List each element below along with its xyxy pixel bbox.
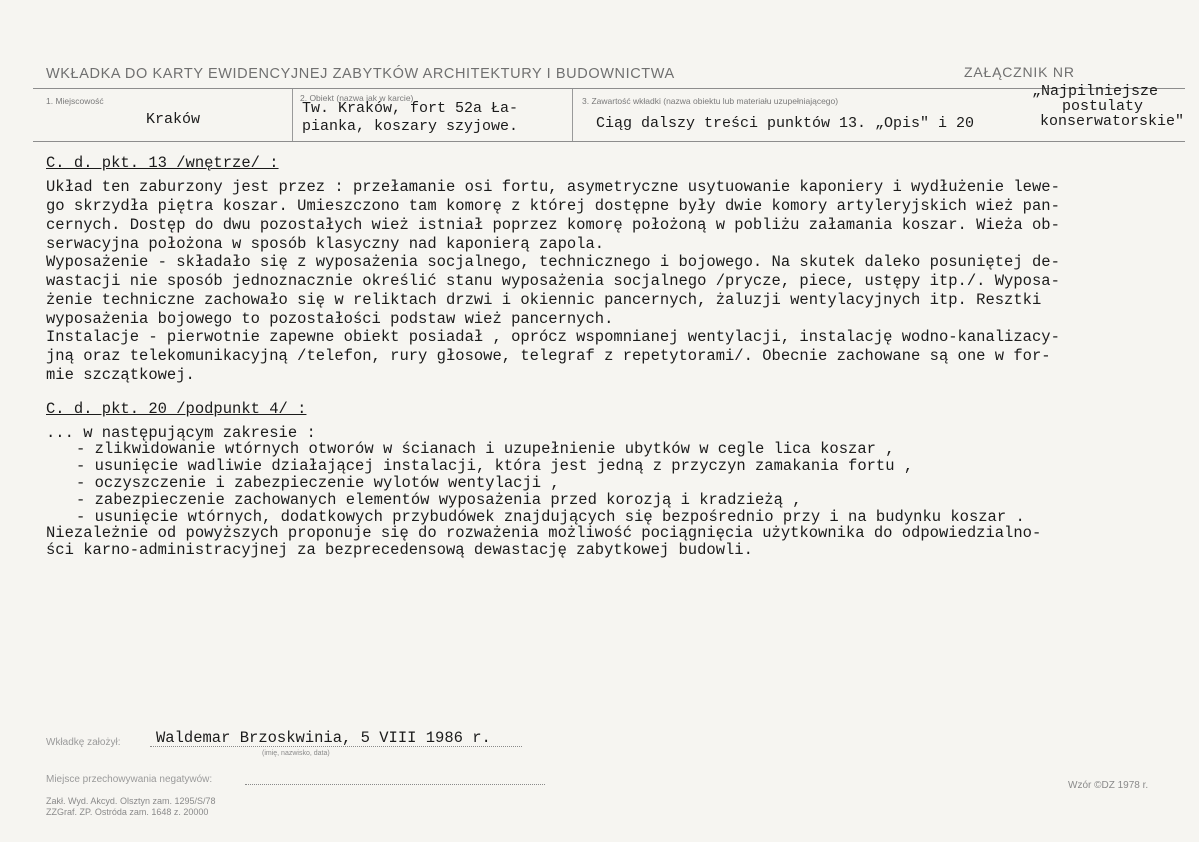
field2-line-1: Tw. Kraków, fort 52a Ła- [302, 100, 519, 117]
field1-value: Kraków [146, 111, 201, 128]
prepared-dotted-line [150, 746, 522, 747]
field3-right-line-3: konserwatorskie" [1040, 113, 1185, 130]
prepared-caption: (imię, nazwisko, data) [262, 750, 330, 757]
field3-label: 3. Zawartość wkładki (nazwa obiektu lub materiału uzupełniającego) [582, 96, 839, 106]
para1-line-3: cernych. Dostęp do dwu pozostałych wież istniał poprzez komorę położoną w pobliżu załamania koszar. Wieża ob- [46, 216, 1060, 234]
para4-line-1: Niezależnie od powyższych proponuje się do rozważenia możliwość pociągnięcia użytkownika do odpowiedzialno- [46, 524, 1042, 542]
storage-dotted-line [245, 784, 545, 785]
field3-right-line-1: „Najpilniejsze [1032, 83, 1159, 100]
para3-line-1: Instalacje - pierwotnie zapewne obiekt posiadał , oprócz wspomnianej wentylacji, instalację wodno-kanalizacy- [46, 328, 1060, 346]
para2-line-4: wyposażenia bojowego to pozostałości podstaw wież pancernych. [46, 310, 614, 328]
para2-line-3: żenie techniczne zachowało się w reliktach drzwi i okiennic pancernych, żaluzji wentylacyjnych itp. Resztki [46, 291, 1042, 309]
printer-line-1: Zakł. Wyd. Akcyd. Olsztyn zam. 1295/S/78 [46, 796, 216, 806]
storage-label: Miejsce przechowywania negatywów: [46, 774, 213, 785]
field-divider-2 [572, 89, 573, 141]
header-rule [33, 88, 1185, 89]
list-item-3: - oczyszczenie i zabezpieczenie wylotów wentylacji , [76, 474, 560, 492]
prepared-value: Waldemar Brzoskwinia, 5 VIII 1986 r. [156, 729, 491, 747]
heading-pkt-13: C. d. pkt. 13 /wnętrze/ : [46, 154, 279, 172]
card-title: WKŁADKA DO KARTY EWIDENCYJNEJ ZABYTKÓW ARCHITEKTURY I BUDOWNICTWA [46, 66, 675, 82]
list-item-5: - usunięcie wtórnych, dodatkowych przybudówek znajdujących się bezpośrednio przy i na budynku koszar . [76, 508, 1025, 526]
field2-line-2: pianka, koszary szyjowe. [302, 118, 519, 135]
heading-pkt-20: C. d. pkt. 20 /podpunkt 4/ : [46, 400, 307, 418]
para4-line-2: ści karno-administracyjnej za bezprecedensową dewastację zabytkowej budowli. [46, 541, 753, 559]
field-divider-1 [292, 89, 293, 141]
field1-label: 1. Miejscowość [46, 96, 104, 106]
para1-line-1: Układ ten zaburzony jest przez : przełamanie osi fortu, asymetryczne usytuowanie kaponiery i wydłużenie lewe- [46, 178, 1060, 196]
para2-line-1: Wyposażenie - składało się z wyposażenia socjalnego, technicznego i bojowego. Na skutek daleko posuniętej de- [46, 253, 1060, 271]
para1-line-2: go skrzydła piętra koszar. Umieszczono tam komorę z której dostępne były dwie komory artyleryjskich wież pan- [46, 197, 1060, 215]
printer-line-2: ZZGraf. ZP. Ostróda zam. 1648 z. 20000 [46, 807, 209, 817]
field3-right-line-2: postulaty [1062, 98, 1144, 115]
prepared-label: Wkładkę założył: [46, 737, 121, 748]
list-item-2: - usunięcie wadliwie działającej instalacji, która jest jedną z przyczyn zamakania fortu , [76, 457, 914, 475]
para2-line-2: wastacji nie sposób jednoznacznie określić stanu wyposażenia socjalnego /prycze, piece, ustępy itp./. Wyposa- [46, 272, 1060, 290]
list-item-1: - zlikwidowanie wtórnych otworów w ścianach i uzupełnienie ubytków w cegle lica koszar , [76, 440, 895, 458]
annex-label: ZAŁĄCZNIK NR [964, 64, 1075, 80]
para1-line-4: serwacyjna położona w sposób klasyczny nad kaponierą zapola. [46, 235, 605, 253]
field3-value: Ciąg dalszy treści punktów 13. „Opis" i 20 [596, 115, 975, 132]
list-item-4: - zabezpieczenie zachowanych elementów wyposażenia przed korozją i kradzieżą , [76, 491, 802, 509]
para3-line-2: jną oraz telekomunikacyjną /telefon, rury głosowe, telegraf z repetytorami/. Obecnie zachowane są one w for- [46, 347, 1051, 365]
para3-line-3: mie szczątkowej. [46, 366, 195, 384]
list-intro: ... w następującym zakresie : [46, 424, 316, 442]
fields-rule [33, 141, 1185, 142]
field2-label: 2. Obiekt (nazwa jak w karcie) [300, 93, 414, 103]
form-code: Wzór ©DZ 1978 r. [1068, 780, 1149, 791]
